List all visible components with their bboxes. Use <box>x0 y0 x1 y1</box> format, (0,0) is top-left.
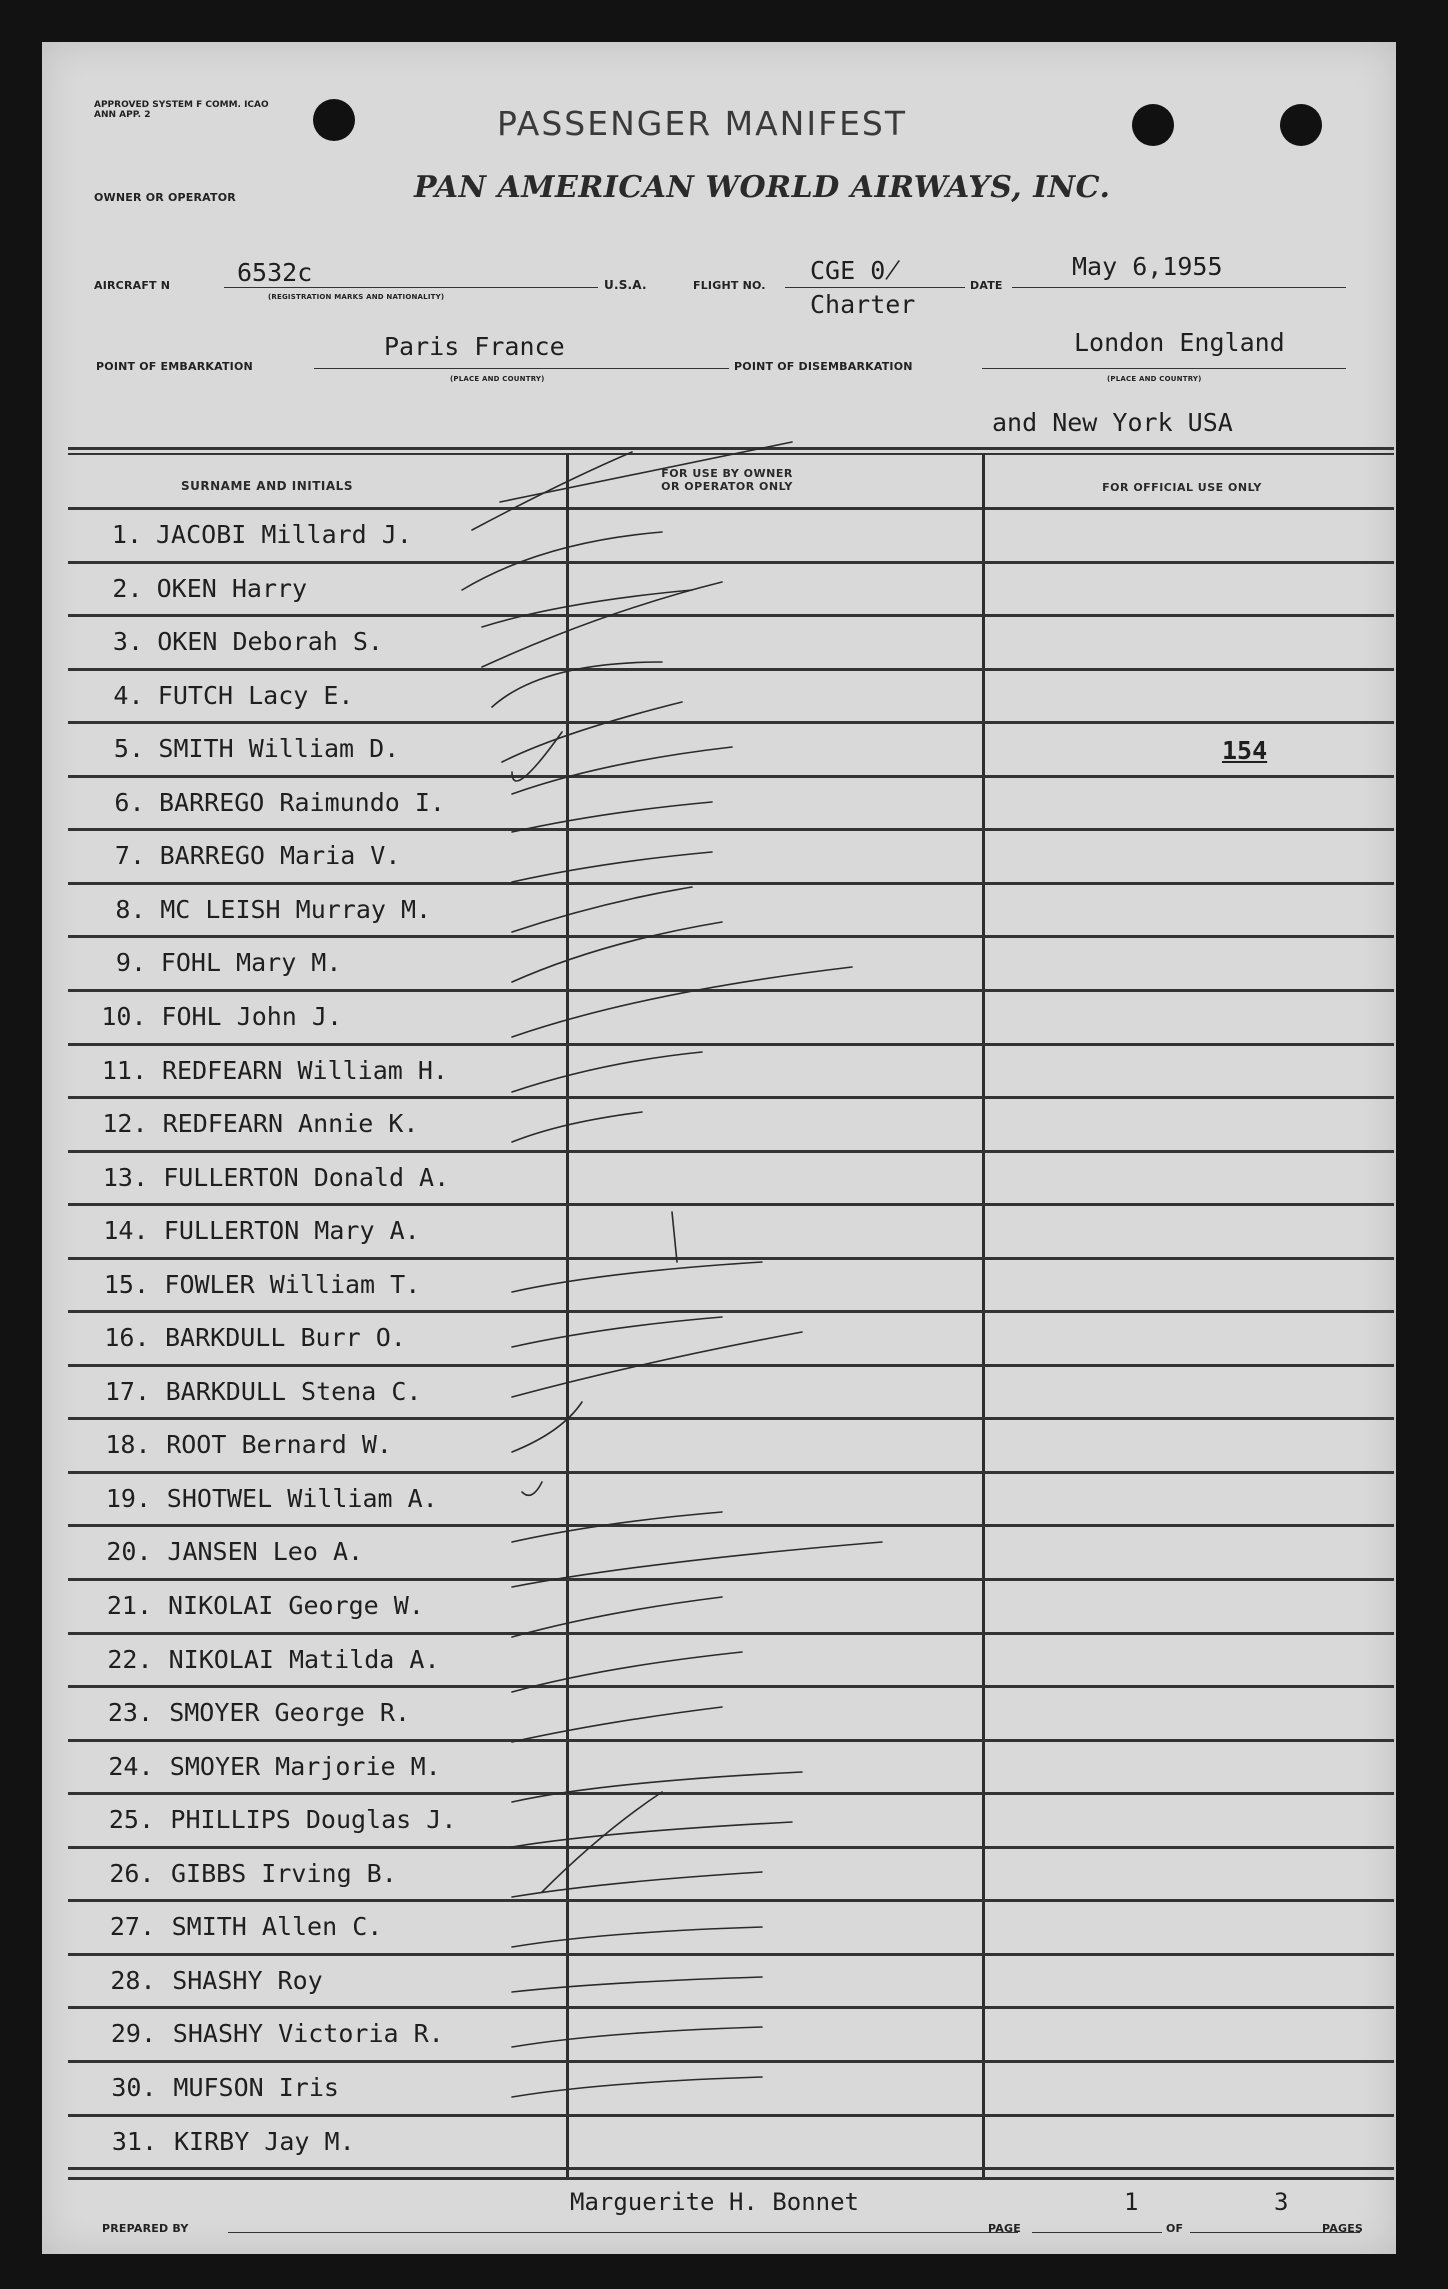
flight-note: Charter <box>810 290 916 319</box>
passenger-name: OKEN Deborah S. <box>157 627 383 657</box>
passenger-number: 28. <box>110 1965 156 1995</box>
passenger-name: BARKDULL Burr O. <box>165 1323 406 1353</box>
passenger-name: PHILLIPS Douglas J. <box>170 1805 457 1835</box>
passenger-number: 26. <box>109 1858 155 1888</box>
passenger-number: 3. <box>112 627 143 657</box>
passenger-number: 9. <box>115 948 146 978</box>
page-label: PAGE <box>988 2222 1021 2235</box>
place-caption: (PLACE AND COUNTRY) <box>1107 375 1202 383</box>
passenger-name: KIRBY Jay M. <box>174 2126 355 2156</box>
passenger-number: 12. <box>102 1109 148 1139</box>
embark-label: POINT OF EMBARKATION <box>96 360 253 373</box>
prepared-by-value: Marguerite H. Bonnet <box>570 2188 859 2216</box>
column-header-official: FOR OFFICIAL USE ONLY <box>1102 481 1262 494</box>
passenger-name: FOHL John J. <box>161 1001 343 1031</box>
passenger-number: 7. <box>114 841 145 871</box>
passenger-name: GIBBS Irving B. <box>171 1858 397 1888</box>
passenger-name: NIKOLAI George W. <box>168 1591 424 1620</box>
passenger-number: 14. <box>103 1216 149 1246</box>
passenger-number: 27. <box>109 1912 155 1942</box>
passenger-name: FUTCH Lacy E. <box>157 680 354 710</box>
passenger-name: FULLERTON Mary A. <box>163 1216 420 1246</box>
prepared-by-underline <box>228 2232 1018 2233</box>
usa-label: U.S.A. <box>604 278 647 292</box>
passenger-number: 13. <box>102 1162 148 1192</box>
passenger-number: 8. <box>115 894 146 924</box>
column-header-surname: SURNAME AND INITIALS <box>181 479 353 493</box>
passenger-name: NIKOLAI Matilda A. <box>168 1644 440 1674</box>
passenger-number: 6. <box>114 787 145 817</box>
date-value: May 6,1955 <box>1072 252 1223 281</box>
page-number-value: 1 <box>1124 2188 1139 2216</box>
passenger-name: REDFEARN Annie K. <box>162 1109 419 1139</box>
passenger-name: REDFEARN William H. <box>162 1055 448 1085</box>
passenger-name: SMOYER Marjorie M. <box>169 1751 441 1781</box>
passenger-name: MUFSON Iris <box>173 2072 339 2102</box>
passenger-name: SMOYER George R. <box>169 1698 411 1728</box>
footer-rule <box>68 2177 1394 2180</box>
passenger-name: SHOTWEL William A. <box>166 1483 438 1513</box>
registration-caption: (REGISTRATION MARKS AND NATIONALITY) <box>268 293 445 301</box>
pen-check-marks <box>42 42 1396 2254</box>
passenger-name: BARREGO Maria V. <box>159 841 401 871</box>
passenger-name: OKEN Harry <box>156 573 308 603</box>
passenger-number: 30. <box>111 2072 157 2102</box>
passenger-number: 29. <box>110 2019 156 2049</box>
passenger-name: BARREGO Raimundo I. <box>159 787 445 817</box>
passenger-name: SHASHY Victoria R. <box>172 2019 444 2049</box>
passenger-number: 22. <box>107 1644 153 1674</box>
passenger-number: 23. <box>107 1698 153 1728</box>
passenger-name: BARKDULL Stena C. <box>165 1376 422 1406</box>
passenger-name: FOWLER William T. <box>164 1269 421 1299</box>
passenger-name: SMITH William D. <box>158 734 400 764</box>
passenger-name: MC LEISH Murray M. <box>160 894 432 924</box>
passenger-number: 18. <box>105 1430 151 1460</box>
flight-label: FLIGHT NO. <box>693 279 766 292</box>
disembark-label: POINT OF DISEMBARKATION <box>734 360 913 373</box>
aircraft-label: AIRCRAFT N <box>94 279 171 292</box>
column-header-owner-use-line2: OR OPERATOR ONLY <box>661 480 793 493</box>
passenger-number: 17. <box>104 1376 150 1406</box>
flight-value: CGE 0̸ <box>810 256 901 285</box>
approval-stamp: APPROVED SYSTEM F COMM. ICAO ANN APP. 2 <box>94 100 269 120</box>
disembark-value-2: and New York USA <box>992 408 1233 437</box>
passenger-number: 10. <box>101 1001 147 1031</box>
passenger-number: 31. <box>111 2126 157 2156</box>
passenger-number: 21. <box>106 1591 152 1620</box>
passenger-name: ROOT Bernard W. <box>166 1430 392 1460</box>
page-count-value: 3 <box>1274 2188 1289 2216</box>
passenger-name: SHASHY Roy <box>172 1965 323 1995</box>
passenger-name: SMITH Allen C. <box>171 1912 383 1942</box>
aircraft-value: 6532c <box>237 258 313 287</box>
column-header-owner-use-line1: FOR USE BY OWNER <box>661 467 793 480</box>
embark-value: Paris France <box>384 332 565 361</box>
page-title: PASSENGER MANIFEST <box>497 104 908 143</box>
passenger-name: FOHL Mary M. <box>160 948 342 978</box>
passenger-number: 2. <box>112 573 143 603</box>
prepared-by-label: PREPARED BY <box>102 2222 189 2235</box>
pages-label: PAGES <box>1322 2222 1364 2235</box>
page-underline <box>1032 2232 1162 2233</box>
place-caption: (PLACE AND COUNTRY) <box>450 375 545 383</box>
passenger-number: 25. <box>108 1805 154 1835</box>
passenger-number: 1. <box>111 520 142 549</box>
passenger-number: 19. <box>105 1483 151 1513</box>
passenger-number: 24. <box>108 1751 154 1781</box>
passenger-number: 15. <box>103 1269 149 1299</box>
date-label: DATE <box>970 279 1003 292</box>
passenger-number: 16. <box>104 1323 150 1353</box>
passenger-name: JANSEN Leo A. <box>167 1537 364 1567</box>
passenger-name: FULLERTON Donald A. <box>163 1162 450 1192</box>
owner-label: OWNER OR OPERATOR <box>94 191 236 204</box>
passenger-number: 20. <box>106 1537 152 1567</box>
passenger-name: JACOBI Millard J. <box>156 520 412 549</box>
of-label: OF <box>1166 2222 1184 2235</box>
owner-value: PAN AMERICAN WORLD AIRWAYS, INC. <box>414 170 1111 205</box>
passenger-number: 5. <box>113 734 144 764</box>
disembark-value: London England <box>1074 328 1285 357</box>
official-note: 154 <box>1222 736 1268 765</box>
passenger-number: 11. <box>101 1055 147 1085</box>
passenger-number: 4. <box>113 680 144 710</box>
manifest-sheet <box>42 42 1396 2254</box>
